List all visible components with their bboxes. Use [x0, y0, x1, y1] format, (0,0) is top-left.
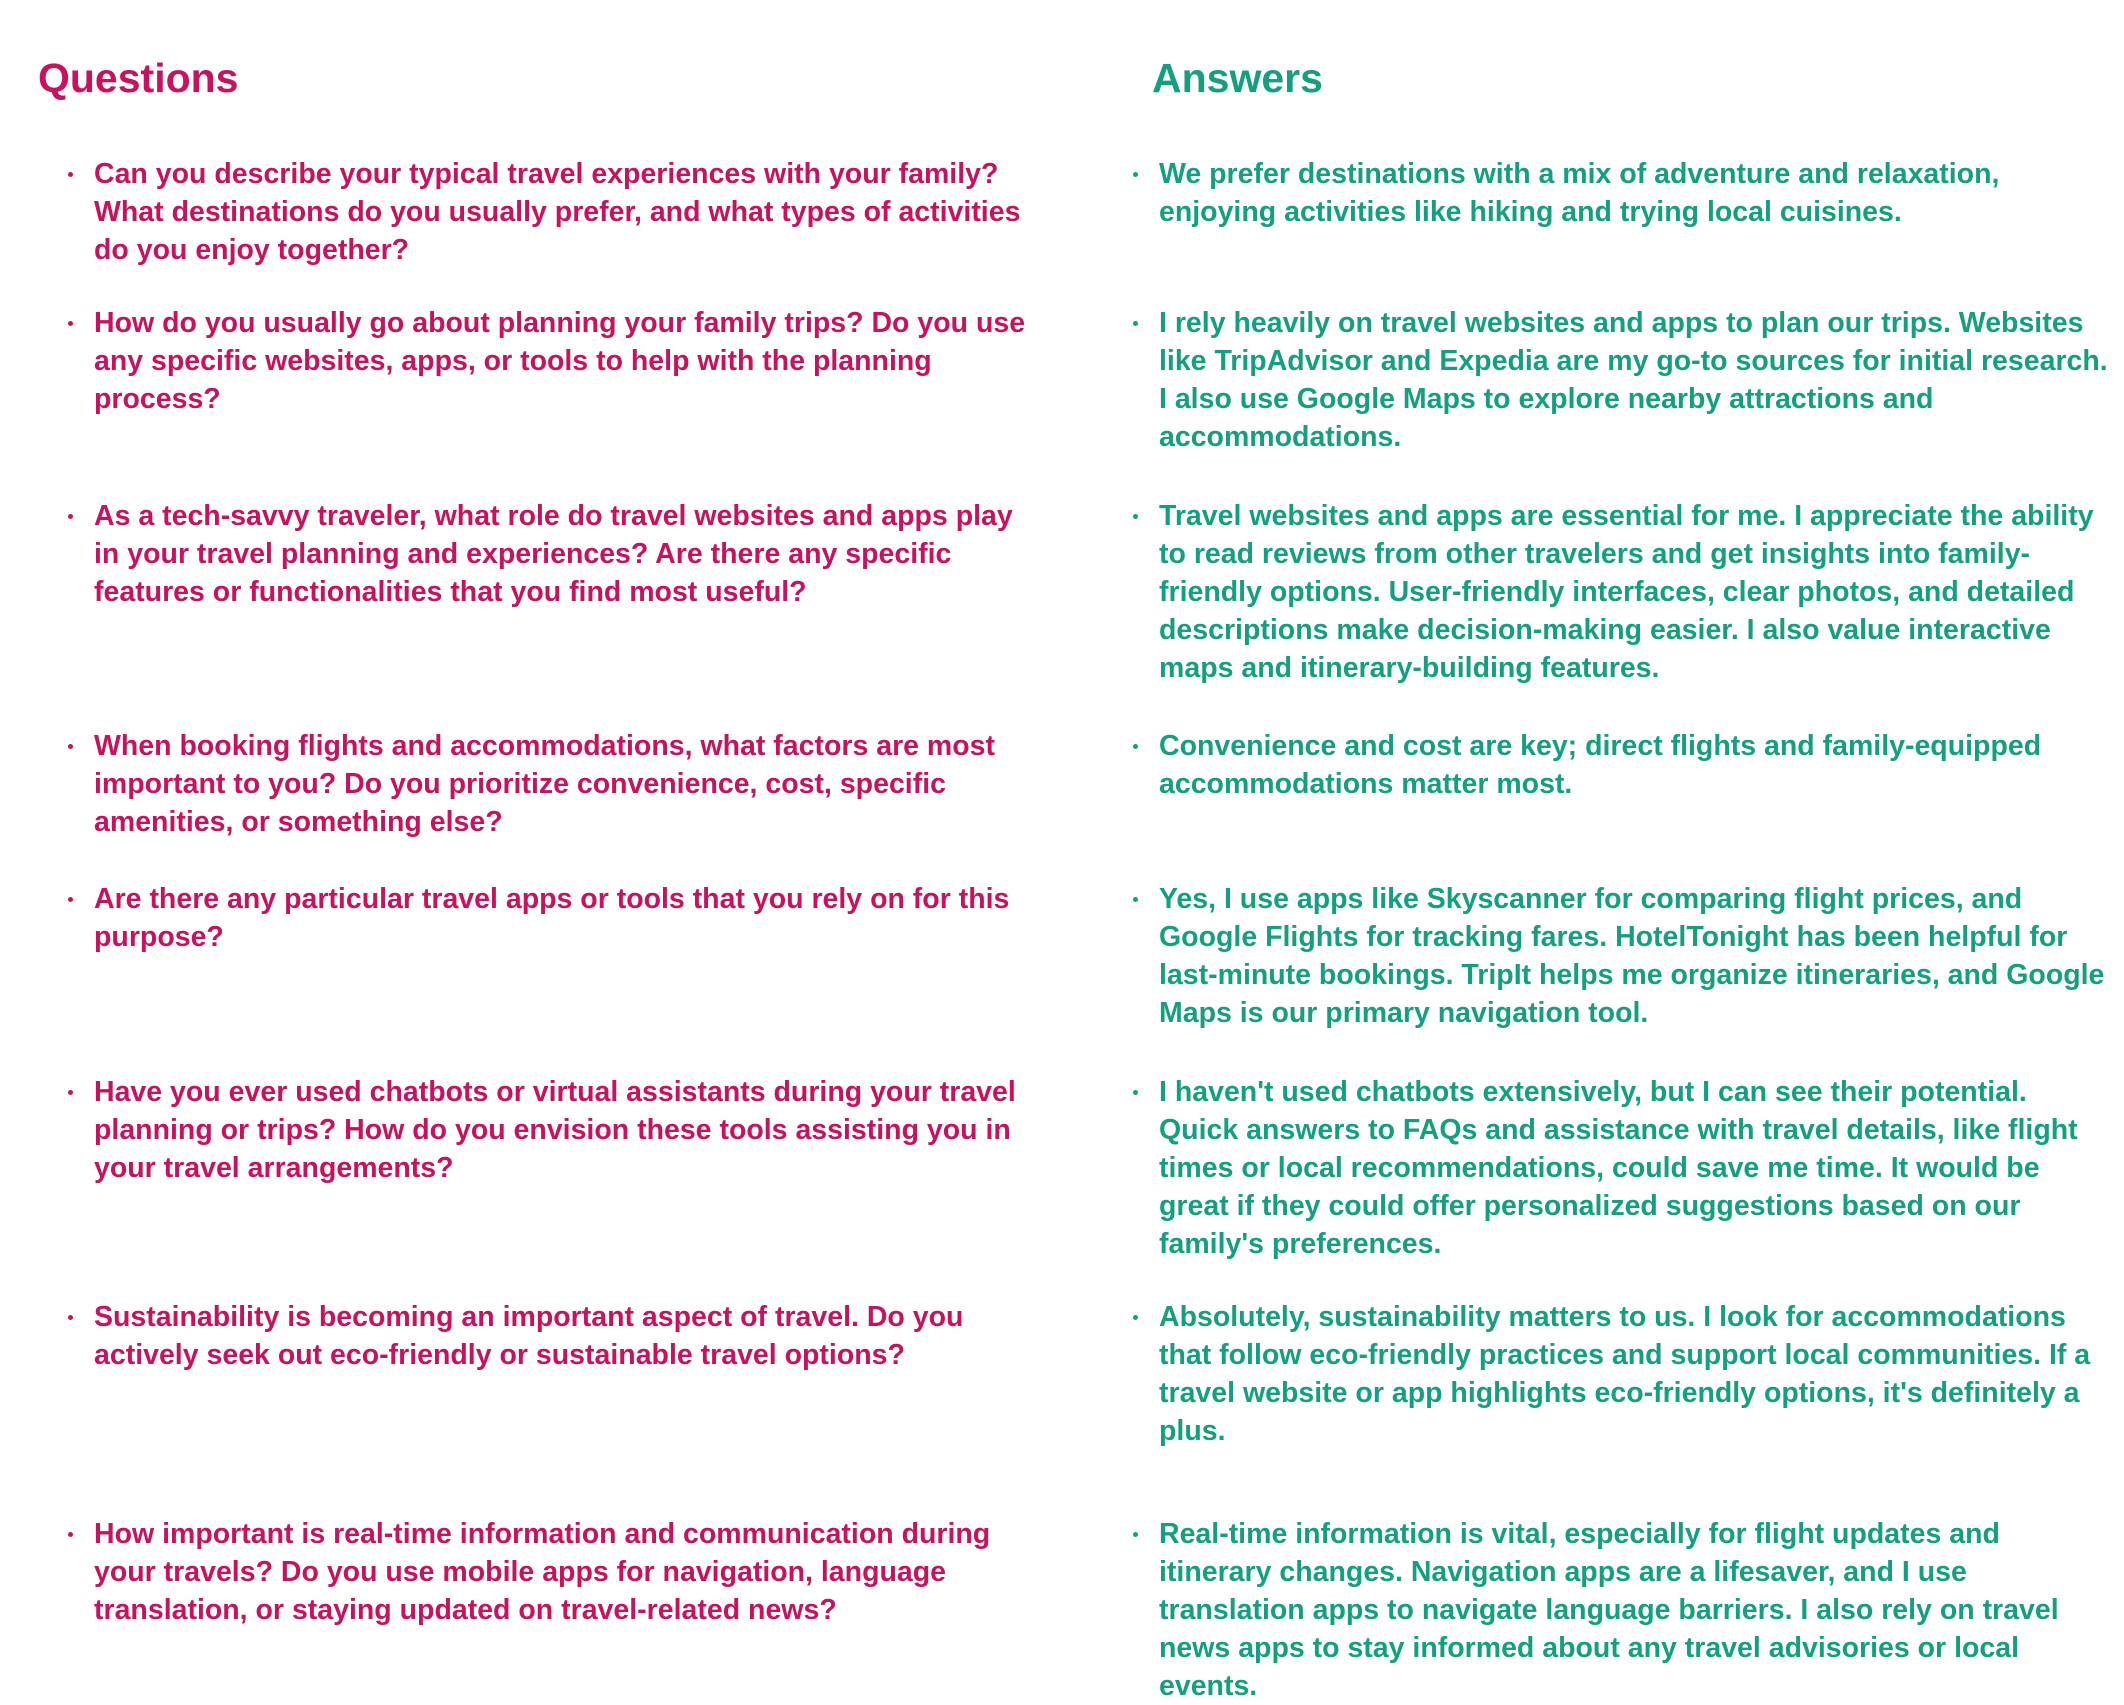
- answer-item-6: I haven't used chatbots extensively, but I can see their potential. Quick answers to FAQs and assistance with travel details, like flight times or local recommendations, could save me time. It would be great if they could offer personalized suggestions based on our family's preferences.: [1159, 1076, 2078, 1260]
- answer-item-7: Absolutely, sustainability matters to us. I look for accommodations that follow eco-friendly practices and support local communities. If a travel website or app highlights eco-friendly options, it's definitely a plus.: [1159, 1301, 2091, 1447]
- questions-title: Questions: [38, 55, 239, 101]
- question-item-2: How do you usually go about planning your family trips? Do you use any specific websites, apps, or tools to help with the planning process?: [94, 307, 1026, 415]
- bullet-icon: [1133, 321, 1138, 326]
- bullet-icon: [68, 514, 73, 519]
- bullet-icon: [68, 897, 73, 902]
- bullet-icon: [68, 321, 73, 326]
- question-item-6: Have you ever used chatbots or virtual assistants during your travel planning or trips? How do you envision these tools assisting you in your travel arrangements?: [94, 1076, 1016, 1184]
- bullet-icon: [68, 1090, 73, 1095]
- question-item-3: As a tech-savvy traveler, what role do travel websites and apps play in your travel planning and experiences? Are there any specific features or functionalities that you find most useful?: [94, 500, 1013, 608]
- bullet-icon: [1133, 1315, 1138, 1320]
- bullet-icon: [1133, 172, 1138, 177]
- bullet-icon: [1133, 1090, 1138, 1095]
- bullet-icon: [68, 1532, 73, 1537]
- question-item-1: Can you describe your typical travel experiences with your family? What destinations do you usually prefer, and what types of activities do you enjoy together?: [94, 158, 1021, 266]
- bullet-icon: [68, 744, 73, 749]
- answers-title: Answers: [1152, 55, 1323, 101]
- answer-item-1: We prefer destinations with a mix of adventure and relaxation, enjoying activities like hiking and trying local cuisines.: [1159, 158, 2000, 228]
- question-item-5: Are there any particular travel apps or tools that you rely on for this purpose?: [94, 883, 1010, 953]
- answer-item-3: Travel websites and apps are essential for me. I appreciate the ability to read reviews from other travelers and get insights into family-friendly options. User-friendly interfaces, clear photos, and detailed descriptions make decision-making easier. I also value interactive maps and itinerary-building features.: [1159, 500, 2094, 684]
- answer-item-5: Yes, I use apps like Skyscanner for comparing flight prices, and Google Flights for tracking fares. HotelTonight has been helpful for last-minute bookings. TripIt helps me organize itineraries, and Google Maps is our primary navigation tool.: [1159, 883, 2105, 1029]
- bullet-icon: [1133, 514, 1138, 519]
- question-item-4: When booking flights and accommodations, what factors are most important to you? Do you prioritize convenience, cost, specific amenities, or something else?: [94, 730, 996, 838]
- bullet-icon: [1133, 1532, 1138, 1537]
- answer-item-4: Convenience and cost are key; direct flights and family-equipped accommodations matter most.: [1159, 730, 2042, 800]
- bullet-icon: [68, 1315, 73, 1320]
- answer-item-8: Real-time information is vital, especially for flight updates and itinerary changes. Navigation apps are a lifesaver, and I use translation apps to navigate language barriers. I also rely on travel news apps to stay informed about any travel advisories or local events.: [1159, 1518, 2059, 1702]
- bullet-icon: [1133, 897, 1138, 902]
- answer-item-2: I rely heavily on travel websites and apps to plan our trips. Websites like TripAdvisor and Expedia are my go-to sources for initial research. I also use Google Maps to explore nearby attractions and accommodations.: [1159, 307, 2108, 453]
- bullet-icon: [68, 172, 73, 177]
- question-item-8: How important is real-time information and communication during your travels? Do you use mobile apps for navigation, language translation, or staying updated on travel-related news?: [94, 1518, 991, 1626]
- question-item-7: Sustainability is becoming an important aspect of travel. Do you actively seek out eco-friendly or sustainable travel options?: [94, 1301, 964, 1371]
- bullet-icon: [1133, 744, 1138, 749]
